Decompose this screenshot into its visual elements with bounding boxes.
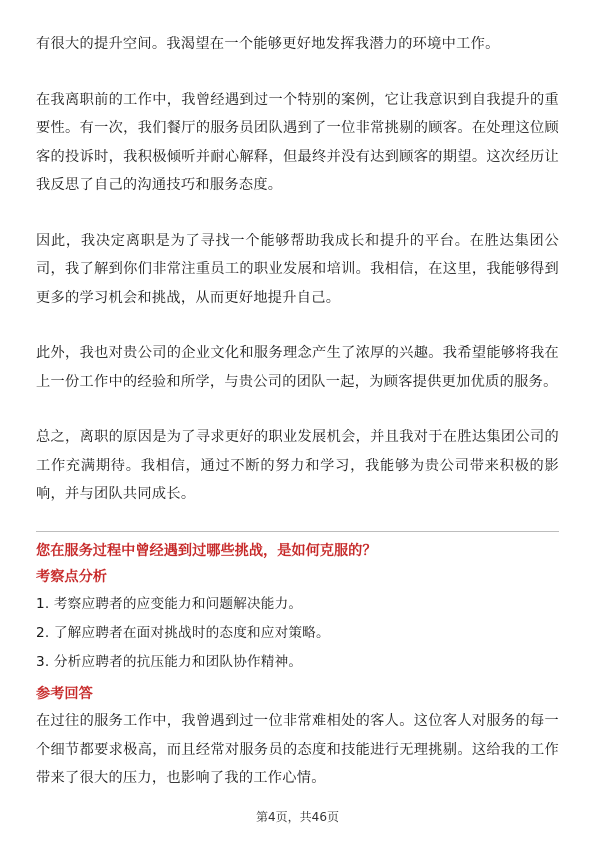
list-item: 2. 了解应聘者在面对挑战时的态度和应对策略。: [36, 625, 330, 641]
body-text: [36, 30, 559, 509]
qa-section: [36, 538, 559, 793]
paragraph: 此外，我也对贵公司的企业文化和服务理念产生了浓厚的兴趣。我希望能够将我在上一份工作中的经验和所学，与贵公司的团队一起，为顾客提供更加优质的服务。: [36, 345, 559, 390]
paragraph: 有很大的提升空间。我渴望在一个能够更好地发挥我潜力的环境中工作。: [36, 36, 500, 52]
list-item: 1. 考察应聘者的应变能力和问题解决能力。: [36, 596, 303, 612]
paragraph: 总之，离职的原因是为了寻求更好的职业发展机会，并且我对于在胜达集团公司的工作充满期待。我相信，通过不断的努力和学习，我能够为贵公司带来积极的影响，并与团队共同成长。: [36, 429, 559, 502]
paragraph: 因此，我决定离职是为了寻找一个能够帮助我成长和提升的平台。在胜达集团公司，我了解到你们非常注重员工的职业发展和培训。我相信，在这里，我能够得到更多的学习机会和挑战，从而更好地提升自己。: [36, 232, 559, 306]
analysis-heading: 考察点分析: [36, 569, 107, 585]
analysis-list: [36, 590, 559, 677]
question-heading: 您在服务过程中曾经遇到过哪些挑战，是如何克服的？: [36, 543, 377, 559]
answer-heading: 参考回答: [36, 686, 93, 702]
page-number: 第4页，共46页: [256, 810, 339, 824]
paragraph: 在我离职前的工作中，我曾经遇到过一个特别的案例，它让我意识到自我提升的重要性。有一次，我们餐厅的服务员团队遇到了一位非常挑剔的顾客。在处理这位顾客的投诉时，我积极倾听并耐心解释，但最终并没有达到顾客的期望。这次经历让我反思了自己的沟通技巧和服务态度。: [36, 91, 559, 193]
answer-text: 在过往的服务工作中，我曾遇到过一位非常难相处的客人。这位客人对服务的每一个细节都要求极高，而且经常对服务员的态度和技能进行无理挑剔。这给我的工作带来了很大的压力，也影响了我的工作心情。: [36, 713, 559, 786]
section-divider: [36, 531, 559, 532]
list-item: 3. 分析应聘者的抗压能力和团队协作精神。: [36, 654, 303, 670]
